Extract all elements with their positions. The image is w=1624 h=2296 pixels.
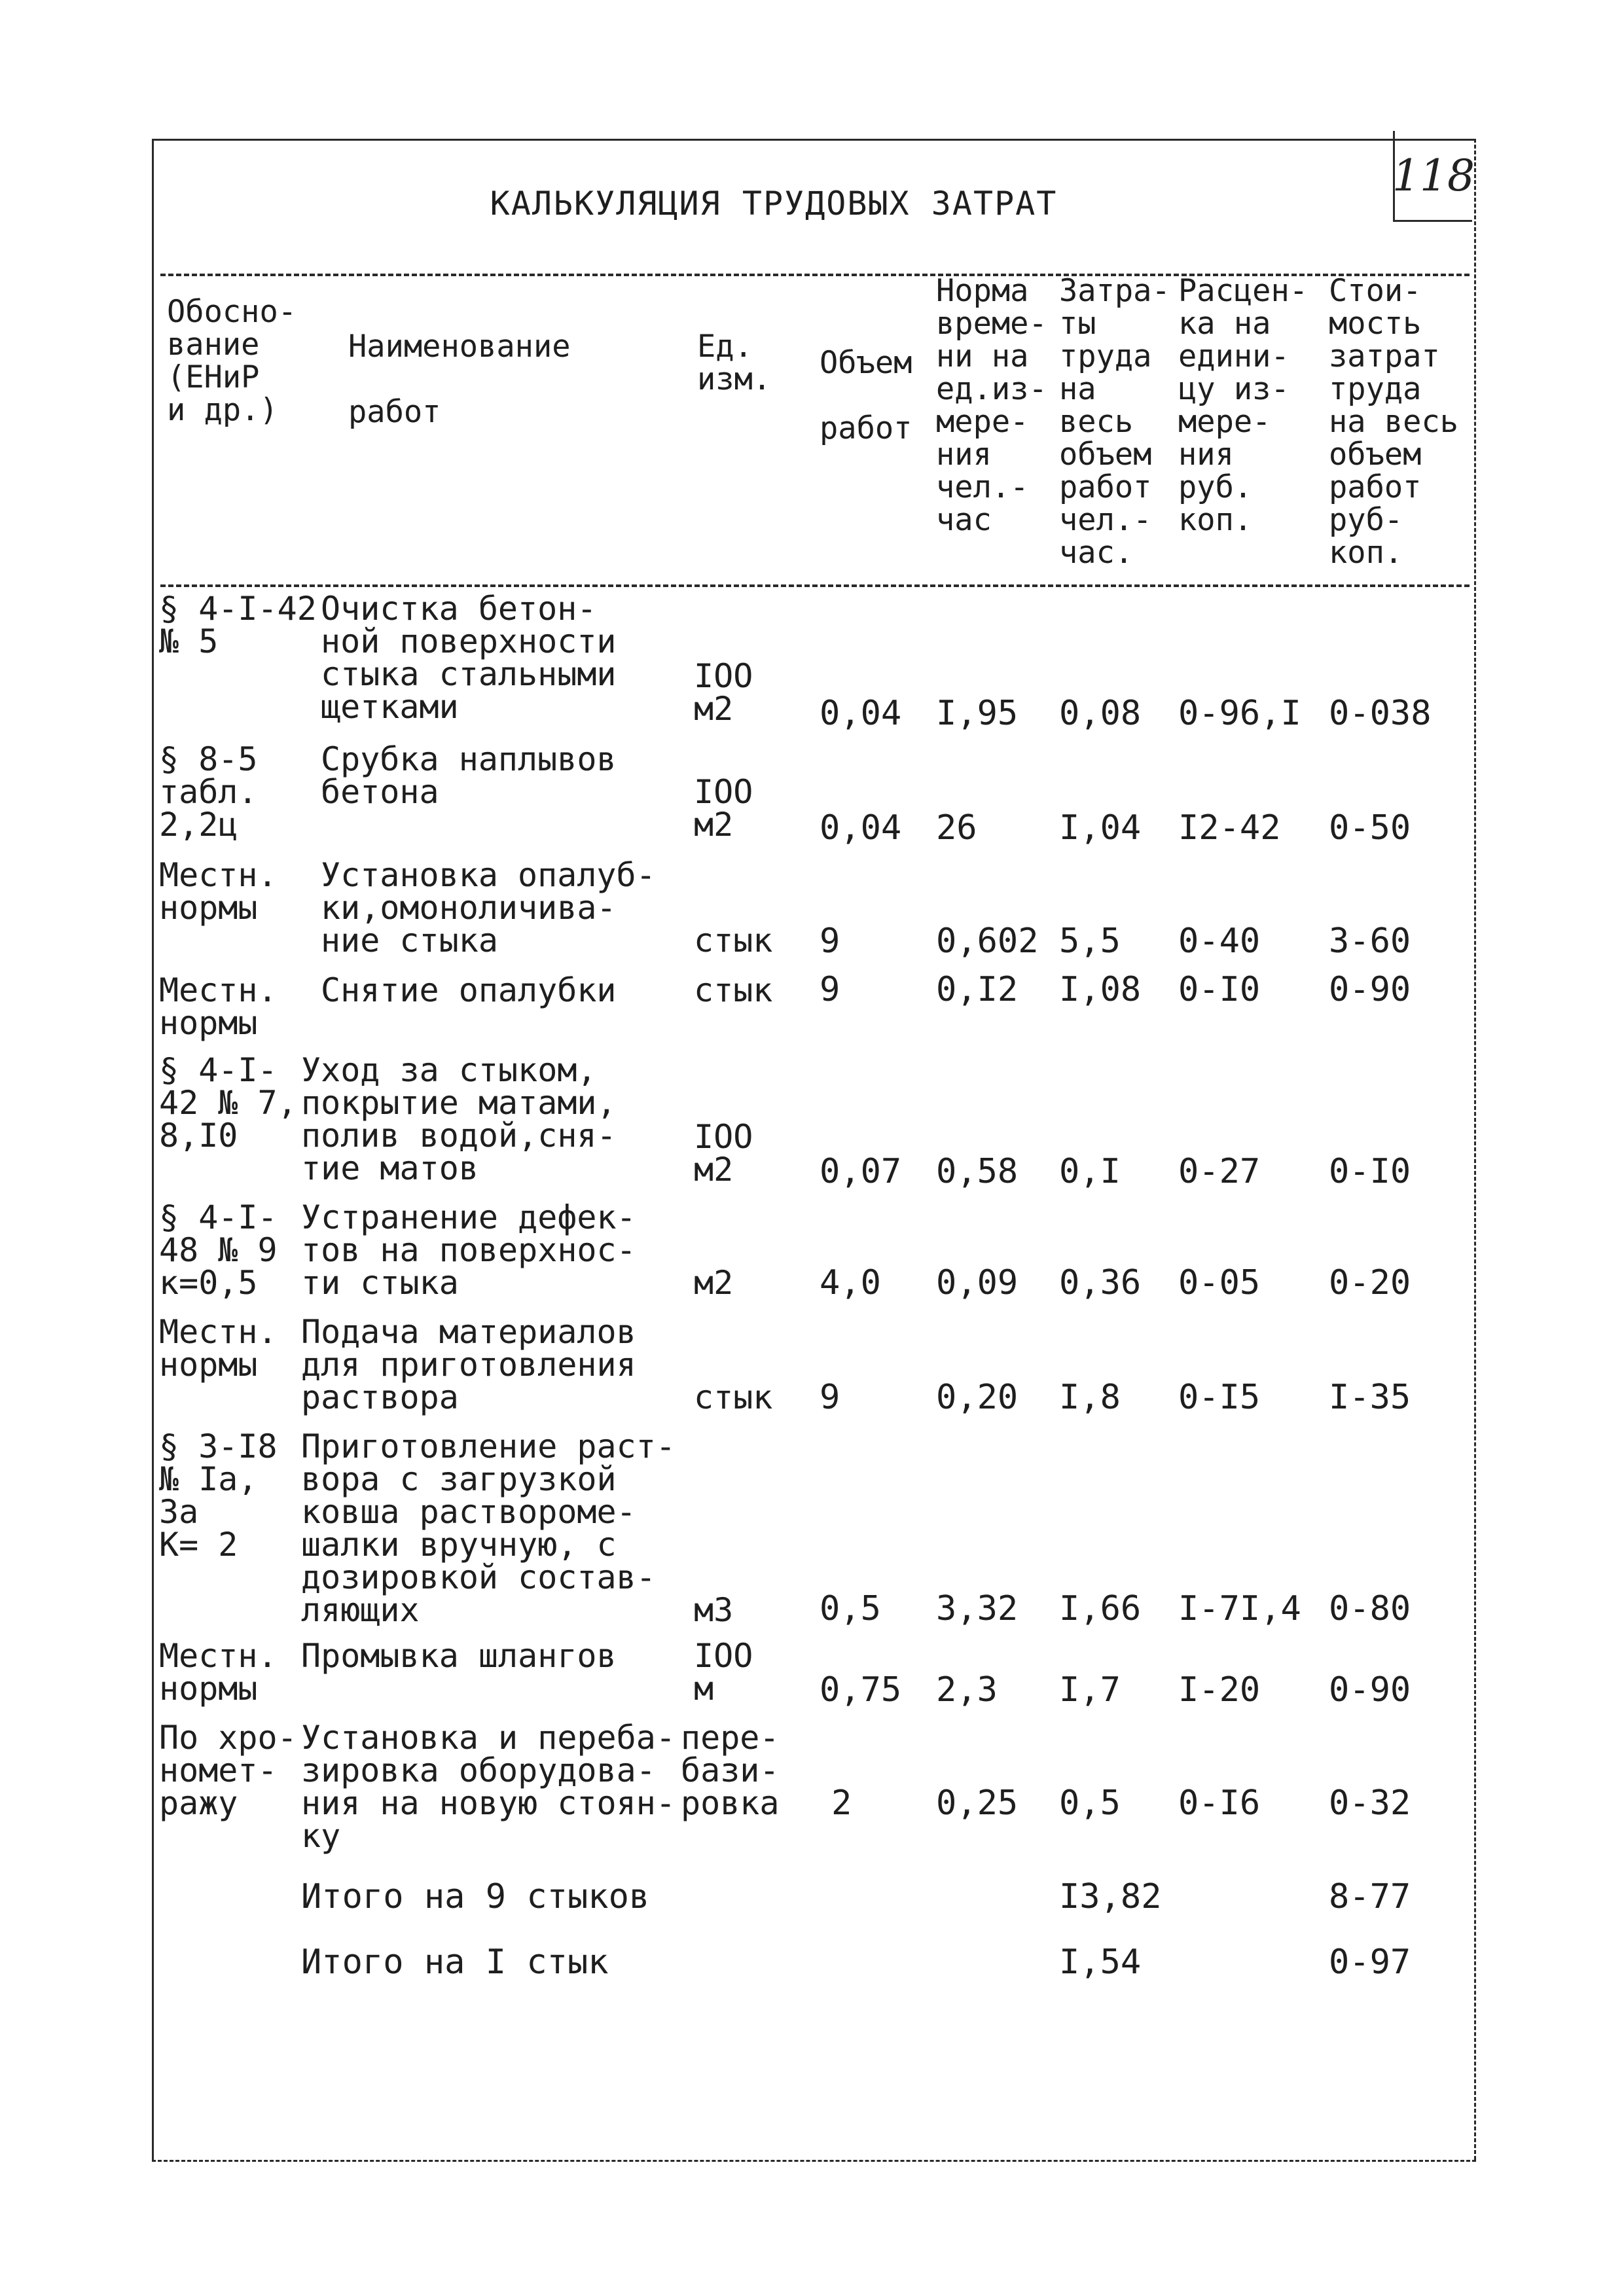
header-volume: Объем работ <box>820 345 912 446</box>
row-unit: стык <box>694 1378 773 1416</box>
row-labor: 0,5 <box>1059 1784 1121 1823</box>
row-norm: 0,20 <box>936 1378 1019 1417</box>
row-cost: I-35 <box>1329 1378 1411 1417</box>
row-rate: 0-27 <box>1178 1152 1261 1191</box>
header-work-name: Наименование работ <box>348 329 571 430</box>
row-basis: По хро- номет- ражу <box>159 1719 297 1822</box>
row-basis: § 8-5 табл. 2,2ц <box>159 740 258 844</box>
header-time-norm: Норма време- ни на ед.из- мере- ния чел.- час <box>936 273 1047 538</box>
row-volume: 0,04 <box>820 694 902 733</box>
row-rate: 0-I5 <box>1178 1378 1261 1417</box>
row-cost: 0-I0 <box>1329 1152 1411 1191</box>
row-labor: 0,36 <box>1059 1263 1142 1302</box>
row-volume: 0,07 <box>820 1152 902 1191</box>
row-rate: 0-I6 <box>1178 1784 1261 1823</box>
row-cost: 0-32 <box>1329 1784 1411 1823</box>
page-number-box <box>1392 131 1475 222</box>
row-cost: 0-80 <box>1329 1589 1411 1628</box>
total-cost: 0-97 <box>1329 1943 1411 1982</box>
row-unit: IOO м2 <box>694 773 753 844</box>
row-work-name: Очистка бетон- ной поверхности стыка стальными щетками <box>321 590 617 726</box>
row-norm: 2,3 <box>936 1670 998 1710</box>
row-norm: 0,09 <box>936 1263 1019 1302</box>
row-unit: м2 <box>694 1264 734 1302</box>
row-rate: I-20 <box>1178 1670 1261 1710</box>
row-rate: I-7I,4 <box>1178 1589 1301 1628</box>
total-cost: 8-77 <box>1329 1877 1411 1916</box>
row-work-name: Срубка наплывов бетона <box>321 740 617 811</box>
row-work-name: Устранение дефек- тов на поверхнос- ти стыка <box>301 1198 636 1302</box>
row-cost: 0-038 <box>1329 694 1432 733</box>
row-labor: I,08 <box>1059 970 1142 1009</box>
row-norm: I,95 <box>936 694 1019 733</box>
row-cost: 0-20 <box>1329 1263 1411 1302</box>
row-work-name: Подача материалов для приготовления раствора <box>301 1313 636 1416</box>
total-labor: I3,82 <box>1059 1877 1162 1916</box>
header-bottom-rule <box>160 584 1470 587</box>
row-labor: 0,I <box>1059 1152 1121 1191</box>
row-work-name: Уход за стыком, покрытие матами, полив водой,сня- тие матов <box>301 1051 617 1187</box>
row-unit: IOO м2 <box>694 657 753 728</box>
row-cost: 0-50 <box>1329 808 1411 848</box>
row-labor: I,7 <box>1059 1670 1121 1710</box>
header-total-cost: Стои- мость затрат труда на весь объем работ руб- коп. <box>1329 273 1459 571</box>
row-unit: стык <box>694 971 773 1009</box>
row-cost: 0-90 <box>1329 970 1411 1009</box>
row-volume: 0,75 <box>820 1670 902 1710</box>
row-unit: IOO м <box>694 1637 753 1708</box>
row-work-name: Снятие опалубки <box>321 971 617 1009</box>
frame-right-border <box>1474 139 1476 2160</box>
row-basis: § 3-I8 № Iа, 3а К= 2 <box>159 1427 278 1564</box>
row-norm: 0,58 <box>936 1152 1019 1191</box>
row-rate: 0-40 <box>1178 922 1261 961</box>
row-labor: I,04 <box>1059 808 1142 848</box>
row-norm: 0,25 <box>936 1784 1019 1823</box>
row-norm: 0,I2 <box>936 970 1019 1009</box>
row-basis: Местн. нормы <box>159 971 278 1042</box>
row-volume: 0,04 <box>820 808 902 848</box>
row-volume: 9 <box>820 922 840 961</box>
header-basis: Обосно- вание (ЕНиР и др.) <box>167 294 297 428</box>
row-rate: 0-I0 <box>1178 970 1261 1009</box>
row-volume: 9 <box>820 1378 840 1417</box>
row-norm: 3,32 <box>936 1589 1019 1628</box>
row-basis: § 4-I- 48 № 9 к=0,5 <box>159 1198 278 1302</box>
row-norm: 0,602 <box>936 922 1039 961</box>
row-cost: 3-60 <box>1329 922 1411 961</box>
row-labor: 0,08 <box>1059 694 1142 733</box>
total-label: Итого на 9 стыков <box>301 1877 650 1916</box>
row-rate: I2-42 <box>1178 808 1281 848</box>
row-work-name: Промывка шлангов <box>301 1637 617 1675</box>
header-unit-rate: Расцен- ка на едини- цу из- мере- ния руб. коп. <box>1178 273 1308 538</box>
row-rate: 0-96,I <box>1178 694 1301 733</box>
row-unit: стык <box>694 922 773 960</box>
row-work-name: Установка и переба- зировка оборудова- ния на новую стоян- ку <box>301 1719 676 1855</box>
row-volume: 0,5 <box>820 1589 881 1628</box>
header-labor-cost: Затра- ты труда на весь объем работ чел.- час. <box>1059 273 1170 571</box>
row-work-name: Установка опалуб- ки,омоноличива- ние стыка <box>321 856 656 960</box>
row-labor: I,66 <box>1059 1589 1142 1628</box>
page-number: 118 <box>1392 150 1475 201</box>
row-labor: 5,5 <box>1059 922 1121 961</box>
row-rate: 0-05 <box>1178 1263 1261 1302</box>
row-unit: пере- бази- ровка <box>681 1719 780 1822</box>
row-labor: I,8 <box>1059 1378 1121 1417</box>
row-basis: Местн. нормы <box>159 856 278 927</box>
row-basis: § 4-I- 42 № 7, 8,I0 <box>159 1051 297 1155</box>
row-volume: 4,0 <box>820 1263 881 1302</box>
header-unit: Ед. изм. <box>697 329 772 397</box>
row-norm: 26 <box>936 808 977 848</box>
row-volume: 9 <box>820 970 840 1009</box>
total-labor: I,54 <box>1059 1943 1142 1982</box>
row-cost: 0-90 <box>1329 1670 1411 1710</box>
row-volume: 2 <box>831 1784 852 1823</box>
row-basis: § 4-I-42 № 5 <box>159 590 317 660</box>
document-title: КАЛЬКУЛЯЦИЯ ТРУДОВЫХ ЗАТРАТ <box>490 185 1058 223</box>
row-unit: IOO м2 <box>694 1118 753 1189</box>
row-unit: м3 <box>694 1591 734 1629</box>
row-basis: Местн. нормы <box>159 1637 278 1708</box>
row-basis: Местн. нормы <box>159 1313 278 1384</box>
total-label: Итого на I стык <box>301 1943 609 1982</box>
row-work-name: Приготовление раст- вора с загрузкой ковша раствороме- шалки вручную, с дозировкой состав- ляющих <box>301 1427 676 1629</box>
